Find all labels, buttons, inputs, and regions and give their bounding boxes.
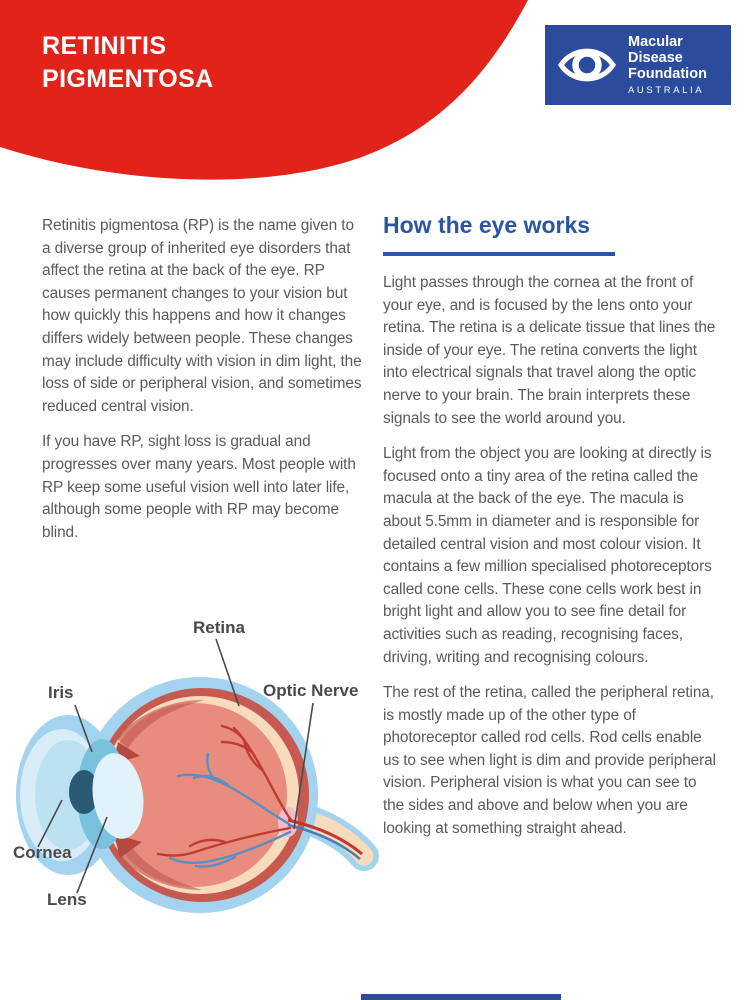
logo-text xyxy=(628,34,707,97)
heading-rule xyxy=(383,252,615,256)
how-eye-works-paragraph-1: Light passes through the cornea at the front of your eye, and is focused by the lens onto your retina. The retina is a delicate tissue that lines the inside of your eye. The retina converts the light into electrical signals that travel along the optic nerve to your brain. The brain interprets these signals to see the world around you. xyxy=(383,274,716,427)
section-heading: How the eye works xyxy=(383,212,591,238)
diagram-label-cornea: Cornea xyxy=(13,843,72,862)
eye-anatomy-diagram xyxy=(0,612,380,952)
logo-name-line3: Foundation xyxy=(628,66,707,83)
intro-paragraph-1: Retinitis pigmentosa (RP) is the name given to a diverse group of inherited eye disorders that affect the retina at the back of the eye. RP causes permanent changes to your vision but how quickly this happens and how it changes differs widely between people. These changes may include difficulty with vision in dim light, the loss of side or peripheral vision, and sometimes reduced central vision. xyxy=(42,217,362,415)
logo-country: AUSTRALIA xyxy=(628,85,705,97)
how-eye-works-paragraph-3: The rest of the retina, called the peripheral retina, is mostly made up of the other type of photoreceptor called rod cells. Rod cells enable us to see when light is dim and provide peripheral vision. Peripheral vision is what you can see to the sides and above and below when you are looking at something straight ahead. xyxy=(383,684,716,837)
logo-name-line2: Disease xyxy=(628,49,683,66)
how-eye-works-paragraph-2: Light from the object you are looking at directly is focused onto a tiny area of the retina called the macula at the back of the eye. The macula is about 5.5mm in diameter and is responsible for detailed central vision and most colour vision. It contains a few million specialised photoreceptors called cone cells. These cone cells work best in bright light and allow you to see fine detail for activities such as reading, recognising faces, driving, writing and recognising colours. xyxy=(383,445,712,666)
intro-paragraph-2: If you have RP, sight loss is gradual and progresses over many years. Most people with RP keep some useful vision well into later life, although some people with RP may become blind. xyxy=(42,433,356,541)
logo-name-line1: Macular xyxy=(628,33,683,50)
how-eye-works-column xyxy=(383,212,716,853)
intro-column xyxy=(42,215,363,557)
diagram-label-optic-nerve: Optic Nerve xyxy=(263,681,359,700)
logo-macular-disease-foundation xyxy=(545,25,731,105)
page-title: RETINITIS PIGMENTOSA xyxy=(42,32,214,93)
footer-accent-bar xyxy=(361,994,561,1000)
diagram-label-lens: Lens xyxy=(47,890,87,909)
eye-logo-icon xyxy=(558,42,616,88)
diagram-label-iris: Iris xyxy=(48,683,74,702)
diagram-label-retina: Retina xyxy=(193,618,245,637)
